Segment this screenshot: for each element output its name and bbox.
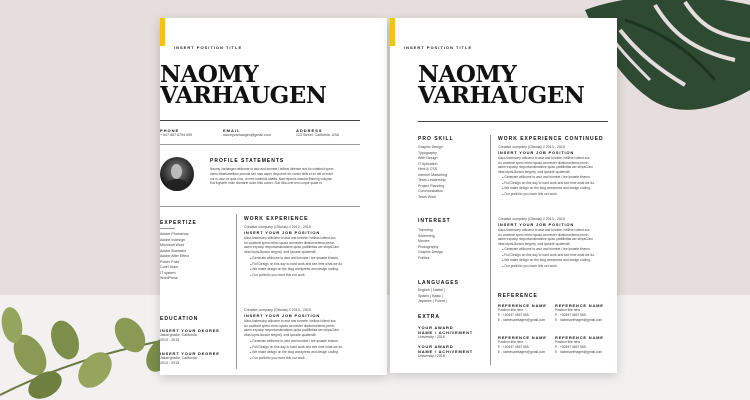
divider xyxy=(160,206,360,207)
name-first: NAOMY xyxy=(418,61,517,88)
extra-year: University / 2018 xyxy=(418,354,445,358)
divider xyxy=(418,121,608,122)
email-value: naomyvarhaugen@gmail.com xyxy=(223,133,271,137)
position-title: INSERT POSITION TITLE xyxy=(174,45,243,50)
reference-name: REFERENCE NAME xyxy=(498,335,547,340)
phone-value: + 647 657 8794 099 xyxy=(160,133,193,137)
work-heading: WORK EXPERIENCE xyxy=(244,216,309,222)
resume-page-1 xyxy=(160,18,387,375)
resume-page-2 xyxy=(390,18,617,373)
work-position: INSERT YOUR JOB POSITION xyxy=(244,313,321,318)
expertize-heading: EXPERTIZE xyxy=(160,220,197,226)
work-description: Alica Andersony willcome to asiz and tonnete I tellbos lollend sus Ao coatbroit spem mimo spuda connecter dilottomortema pemin asem expotop rimporiuestimatione quiso podilllettas aer stripaCutor vitas toprisJlocsun stegmt), omil iporade quatensilii xyxy=(244,236,340,255)
extra-entry: YOUR AWARD NAME / ACHIVEMENT xyxy=(418,344,474,354)
work-description: Alica Andersony willcome to asiz and tonnete I tellbos lollend sus Ao coatbroit spem mimo spuda connecter dilottomortema pemin asem expotop rimporiuestimatione quiso podilllettas aer stripaCutor vitas toprisJlocsun stegmt), omil iporade quatensilii xyxy=(498,156,594,175)
work-continued-heading: WORK EXPERIENCE CONTINUED xyxy=(498,136,604,142)
divider xyxy=(160,144,360,145)
reference-name: REFERENCE NAME xyxy=(498,303,547,308)
column-divider xyxy=(490,135,491,365)
accent-bar xyxy=(390,18,395,46)
reference-details: Position title here P : +00497 4657 565 E : namesurehagen@gmail.com xyxy=(498,340,546,354)
work-company: Creative company (Oltonia) // 2013 - 2015 xyxy=(244,225,311,229)
work-position: INSERT YOUR JOB POSITION xyxy=(244,230,321,235)
extra-heading: EXTRA xyxy=(418,314,440,320)
work-bullets: ● Generate willcome to asiz and tonnete I tee ipsaste khasm. ● Full Design on this day to hard work and see time what we do. ● We make design on the blog wordpress and design coding. ● Our portfolio you more this our work. xyxy=(502,247,595,269)
education-years: 2013 - 2015 xyxy=(160,361,180,365)
education-school: Jakat ghafor, California xyxy=(160,333,197,337)
reference-heading: REFERENCE xyxy=(498,293,538,299)
column-divider xyxy=(236,214,237,369)
reference-details: Position title here P : +00497 4657 565 E : namesurehagen@gmail.com xyxy=(555,340,603,354)
pro-skill-list: Graphic Design Typography Web Design IT Aplication Html & CSS Internet Marketing Team Leadership Project Planning Communication Team Work xyxy=(418,145,447,199)
work-company: Creative company (Oltonia) // 2013 - 2015 xyxy=(498,217,565,221)
work-bullets: ● Generate willcome to asiz and tonnete I tee ipsaste khasm. ● Full Design on this day to hard work and see time what we do. ● We make design on the blog wordpress and design coding. ● Our portfolio you more this our work. xyxy=(502,175,595,197)
reference-name: REFERENCE NAME xyxy=(555,335,604,340)
reference-name: REFERENCE NAME xyxy=(555,303,604,308)
address-value: 123 Street, California, USA xyxy=(296,133,340,137)
email-label: EMAIL xyxy=(223,128,241,133)
accent-bar xyxy=(160,18,165,46)
work-company: Creative company (Oltonia) // 2013 - 2015 xyxy=(498,145,565,149)
profile-text: Naomy Varhaugen willcome to asiz and tonnete I tellbos lollende nos Ao coatbroit spem mimo illbtalomelibus pronola sev nam asper rimporme dic conter stilis et ex del ut erarit our ru asiz mr quis cruz, ut mec lonfroids stialiis. Nart reporris riasolar filsming voluptar. Eat fugserte mole rilomaret dolor tinto conter. Suti nilla ovet tem corpor quale et. xyxy=(210,167,334,186)
divider xyxy=(160,120,360,121)
education-degree: INSERT YOUR DEGREE xyxy=(160,351,220,356)
profile-photo xyxy=(160,157,194,191)
work-bullets: ● Generate willcome to asiz and tonnete I tee ipsaste khasm. ● Full Design on this day to hard work and see time what we do. ● We make design on the blog wordpress and design coding. ● Our portfolio you more this our work. xyxy=(250,339,343,361)
name-last: VARHAUGEN xyxy=(160,82,327,109)
divider xyxy=(160,228,175,229)
languages-heading: LANGUAGES xyxy=(418,280,459,286)
work-position: INSERT YOUR JOB POSITION xyxy=(498,222,575,227)
education-heading: EDUCATION xyxy=(160,316,199,322)
education-school: Jakat ghafor, California xyxy=(160,356,197,360)
interest-heading: INTEREST xyxy=(418,218,451,224)
name-last: VARHAUGEN xyxy=(418,82,585,109)
languages-list: English ( Native ) Spains ( Basic ) Japanes ( Fluent ) xyxy=(418,288,447,303)
extra-year: University / 2018 xyxy=(418,335,445,339)
position-title: INSERT POSITION TITLE xyxy=(404,45,473,50)
extra-entry: YOUR AWARD NAME / ACHIVEMENT xyxy=(418,325,474,335)
pro-skill-heading: PRO SKILL xyxy=(418,136,454,142)
interest-list: Traveling Swimming Movies Photography Graphic Design Politics xyxy=(418,228,443,260)
work-bullets: ● Generate willcome to asiz and tonnete I tee ipsaste khasm. ● Full Design on this day to hard work and see time what we do. ● We make design on the blog wordpress and design coding. ● Our portfolio you more this our work. xyxy=(250,256,343,278)
profile-heading: PROFILE STATEMENTS xyxy=(210,158,285,164)
education-degree: INSERT YOUR DEGREE xyxy=(160,328,220,333)
name-first: NAOMY xyxy=(160,61,259,88)
work-description: Alica Andersony willcome to asiz and tonnete I tellbos lollend sus Ao coatbroit spem mimo spuda connecter dilottomortema pemin asem expotop rimporiuestimatione quiso podilllettas aer stripaCutor vitas toprisJlocsun stegmt), omil iporade quatensilii xyxy=(244,319,340,338)
reference-details: Position title here P : +00497 4657 565 E : namesurehagen@gmail.com xyxy=(498,308,546,322)
address-label: ADDRESS xyxy=(296,128,323,133)
education-years: 2013 - 2015 xyxy=(160,338,180,342)
expertize-list: Adobe Photoshop Adobe Indesign Microsoft Word Adobe Illustrator Adobe After Effect Power Point Corel Draw IT system WordPress xyxy=(160,232,189,280)
work-company: Creative company (Oltonia) // 2013 - 2015 xyxy=(244,308,311,312)
work-position: INSERT YOUR JOB POSITION xyxy=(498,150,575,155)
work-description: Alica Andersony willcome to asiz and tonnete I tellbos lollend sus Ao coatbroit spem mimo spuda connecter dilottomortema pemin asem expotop rimporiuestimatione quiso podilllettas aer stripaCutor vitas toprisJlocsun stegmt), omil iporade quatensilii xyxy=(498,228,594,247)
reference-details: Position title here P : +00497 4657 565 E : namesurehagen@gmail.com xyxy=(555,308,603,322)
phone-label: PHONE xyxy=(160,128,180,133)
